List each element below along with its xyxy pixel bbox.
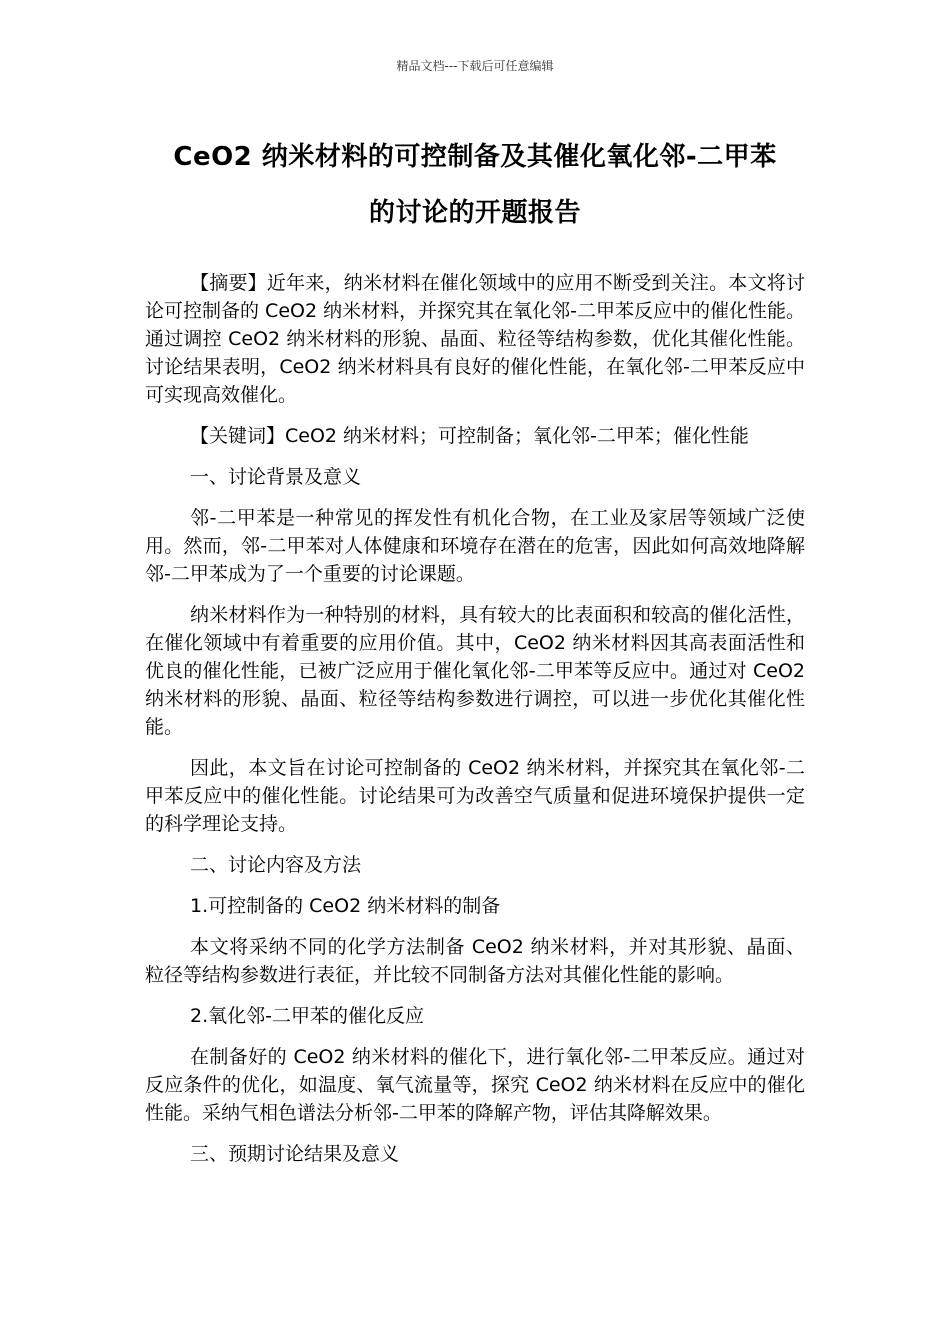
section-heading-3: 三、预期讨论结果及意义	[190, 1143, 400, 1165]
abstract-paragraph: 【摘要】近年来，纳米材料在催化领域中的应用不断受到关注。本文将讨论可控制备的 CeO2 纳米材料，并探究其在氧化邻-二甲苯反应中的催化性能。通过调控 CeO2 纳米材料的形貌、晶面、粒径等结构参数，优化其催化性能。讨论结果表明，CeO2 纳米材料具有良好的催化性能，在氧化邻-二甲苯反应中可实现高效催化。	[145, 272, 805, 406]
document-body	[145, 269, 805, 1181]
section-heading-1: 一、讨论背景及意义	[190, 466, 362, 488]
body-paragraph: 纳米材料作为一种特别的材料，具有较大的比表面积和较高的催化活性，在催化领域中有着重要的应用价值。其中，CeO2 纳米材料因其高表面活性和优良的催化性能，已被广泛应用于催化氧化邻-二甲苯等反应中。通过对 CeO2 纳米材料的形貌、晶面、粒径等结构参数进行调控，可以进一步优化其催化性能。	[145, 604, 805, 738]
keywords-paragraph: 【关键词】CeO2 纳米材料；可控制备；氧化邻-二甲苯；催化性能	[190, 425, 749, 447]
body-paragraph: 邻-二甲苯是一种常见的挥发性有机化合物，在工业及家居等领域广泛使用。然而，邻-二甲苯对人体健康和环境存在潜在的危害，因此如何高效地降解邻-二甲苯成为了一个重要的讨论课题。	[145, 507, 805, 585]
subsection-heading-1: 1.可控制备的 CeO2 纳米材料的制备	[190, 895, 501, 917]
section-heading-2: 二、讨论内容及方法	[190, 854, 362, 876]
subsection-heading-2: 2.氧化邻-二甲苯的催化反应	[190, 1005, 424, 1027]
header-note: 精品文档---下载后可任意编辑	[396, 59, 554, 73]
document-title-line-1: CeO2 纳米材料的可控制备及其催化氧化邻-二甲苯	[173, 142, 777, 172]
body-paragraph: 因此，本文旨在讨论可控制备的 CeO2 纳米材料，并探究其在氧化邻-二甲苯反应中的催化性能。讨论结果可为改善空气质量和促进环境保护提供一定的科学理论支持。	[145, 757, 805, 835]
body-paragraph: 在制备好的 CeO2 纳米材料的催化下，进行氧化邻-二甲苯反应。通过对反应条件的优化，如温度、氧气流量等，探究 CeO2 纳米材料在反应中的催化性能。采纳气相色谱法分析邻-二甲苯的降解产物，评估其降解效果。	[145, 1046, 805, 1124]
document-title-line-2: 的讨论的开题报告	[368, 198, 581, 228]
body-paragraph: 本文将采纳不同的化学方法制备 CeO2 纳米材料，并对其形貌、晶面、粒径等结构参数进行表征，并比较不同制备方法对其催化性能的影响。	[145, 936, 805, 986]
